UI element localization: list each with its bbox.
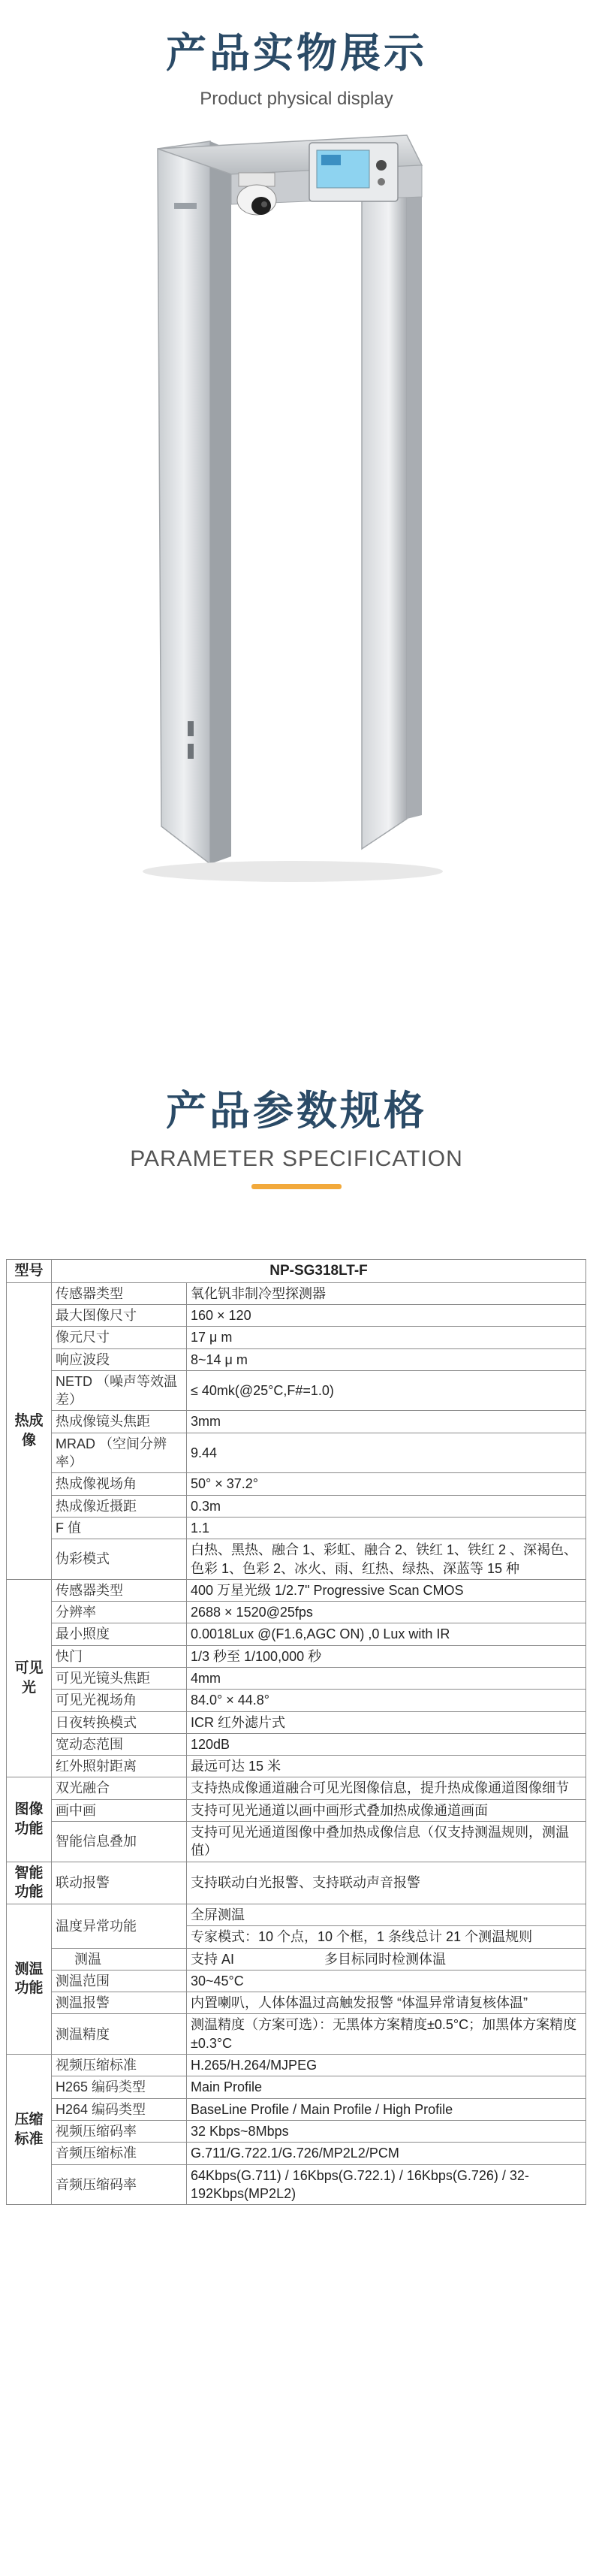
param-name: 音频压缩码率 [52,2164,187,2205]
section1-subtitle: Product physical display [200,89,393,109]
param-name: 宽动态范围 [52,1733,187,1755]
table-row [7,1711,586,1733]
param-name: 红外照射距离 [52,1756,187,1777]
section2-title: 产品参数规格 [166,1087,427,1134]
param-name: 快门 [52,1645,187,1667]
param-name: 日夜转换模式 [52,1711,187,1733]
param-name: 热成像视场角 [52,1473,187,1495]
table-row [7,1370,586,1411]
section2-subtitle: PARAMETER SPECIFICATION [130,1146,463,1171]
table-row [7,1948,586,1970]
table-row [7,1822,586,1862]
measure-ai: 支持 AI [191,1951,235,1967]
table-row [7,2164,586,2205]
param-name: 视频压缩码率 [52,2120,187,2142]
table-row [7,1733,586,1755]
param-value: 17 μ m [187,1327,586,1348]
group-temp-func: 测温功能 [7,1904,52,2054]
param-name: 可见光视场角 [52,1690,187,1711]
table-row [7,1756,586,1777]
param-name: 传感器类型 [52,1282,187,1304]
param-value: 支持热成像通道融合可见光图像信息，提升热成像通道图像细节 [187,1777,586,1799]
group-image-func: 图像功能 [7,1777,52,1862]
table-row [7,1970,586,1992]
param-name: 测温 [52,1948,187,1970]
param-value: H.265/H.264/MJPEG [187,2055,586,2076]
param-value: 400 万星光级 1/2.7" Progressive Scan CMOS [187,1579,586,1601]
param-value: 2688 × 1520@25fps [187,1602,586,1623]
param-value: 支持联动白光报警、支持联动声音报警 [187,1862,586,1904]
table-row [7,2098,586,2120]
param-name: 双光融合 [52,1777,187,1799]
param-value: 0.0018Lux @(F1.6,AGC ON) ,0 Lux with IR [187,1623,586,1645]
table-row [7,1992,586,2014]
param-value [187,1948,586,1970]
param-value: 支持可见光通道图像中叠加热成像信息（仅支持测温规则，测温值） [187,1822,586,1862]
accent-bar [251,1184,342,1189]
table-row [7,1602,586,1623]
param-value: 8~14 μ m [187,1348,586,1370]
group-smart-func: 智能功能 [7,1862,52,1904]
param-value: 120dB [187,1733,586,1755]
table-row [7,1260,586,1283]
param-value: Main Profile [187,2076,586,2098]
param-name: 测温报警 [52,1992,187,2014]
param-value: 64Kbps(G.711) / 16Kbps(G.722.1) / 16Kbps(G.726) / 32-192Kbps(MP2L2) [187,2164,586,2205]
table-row [7,1517,586,1539]
param-name: 智能信息叠加 [52,1822,187,1862]
param-value: 白热、黑热、融合 1、彩虹、融合 2、铁红 1、铁红 2 、深褐色、色彩 1、色彩 2、冰火、雨、红热、绿热、深蓝等 15 种 [187,1539,586,1580]
param-name: 视频压缩标准 [52,2055,187,2076]
param-name: H264 编码类型 [52,2098,187,2120]
param-name: 传感器类型 [52,1579,187,1601]
param-value: 全屏测温 [187,1904,586,1925]
param-value: 84.0° × 44.8° [187,1690,586,1711]
table-row [7,1473,586,1495]
param-name: NETD （噪声等效温差） [52,1370,187,1411]
table-row [7,2143,586,2164]
group-visible: 可见光 [7,1579,52,1777]
param-name: MRAD （空间分辨率） [52,1433,187,1473]
param-value: ICR 红外滤片式 [187,1711,586,1733]
param-value: 50° × 37.2° [187,1473,586,1495]
param-value: 专家模式：10 个点，10 个框，1 条线总计 21 个测温规则 [187,1926,586,1948]
table-row [7,2120,586,2142]
param-value: 0.3m [187,1495,586,1517]
table-row [7,1282,586,1304]
param-value: 1.1 [187,1517,586,1539]
param-name: 分辨率 [52,1602,187,1623]
param-name: 音频压缩标准 [52,2143,187,2164]
model-value: NP-SG318LT-F [52,1260,586,1283]
table-row [7,1645,586,1667]
param-value: 30~45°C [187,1970,586,1992]
param-value: 32 Kbps~8Mbps [187,2120,586,2142]
measure-multi: 多目标同时检测体温 [324,1951,447,1967]
param-name: 画中画 [52,1799,187,1821]
table-row [7,1667,586,1689]
table-row [7,1904,586,1925]
table-row [7,1348,586,1370]
param-value: 最远可达 15 米 [187,1756,586,1777]
param-name: 伪彩模式 [52,1539,187,1580]
table-row [7,1433,586,1473]
param-value: 3mm [187,1411,586,1433]
param-name: F 值 [52,1517,187,1539]
param-name: 联动报警 [52,1862,187,1904]
param-value: 内置喇叭，人体体温过高触发报警 “体温异常请复核体温” [187,1992,586,2014]
param-name: 测温范围 [52,1970,187,1992]
group-compress: 压缩标准 [7,2055,52,2205]
table-row [7,1411,586,1433]
param-name: H265 编码类型 [52,2076,187,2098]
table-row [7,1690,586,1711]
table-row [7,1579,586,1601]
table-row [7,1777,586,1799]
param-value: 1/3 秒至 1/100,000 秒 [187,1645,586,1667]
param-value: 测温精度（方案可选）：无黑体方案精度±0.5°C；加黑体方案精度±0.3°C [187,2014,586,2055]
param-value: 160 × 120 [187,1304,586,1326]
param-value: 4mm [187,1667,586,1689]
spec-table [6,1259,586,2205]
param-value: ≤ 40mk(@25°C,F#=1.0) [187,1370,586,1411]
param-name: 可见光镜头焦距 [52,1667,187,1689]
param-value: 支持可见光通道以画中画形式叠加热成像通道画面 [187,1799,586,1821]
table-row [7,1495,586,1517]
param-value: 氧化钒非制冷型探测器 [187,1282,586,1304]
param-value: G.711/G.722.1/G.726/MP2L2/PCM [187,2143,586,2164]
param-name: 最大图像尺寸 [52,1304,187,1326]
product-image [143,113,458,894]
table-row [7,1623,586,1645]
param-name: 温度异常功能 [52,1904,187,1948]
model-label: 型号 [7,1260,52,1283]
param-name: 最小照度 [52,1623,187,1645]
table-row [7,1862,586,1904]
param-name: 热成像镜头焦距 [52,1411,187,1433]
group-thermal: 热成像 [7,1282,52,1579]
table-row [7,1539,586,1580]
param-value: BaseLine Profile / Main Profile / High Profile [187,2098,586,2120]
table-row [7,2076,586,2098]
param-name: 响应波段 [52,1348,187,1370]
table-row [7,1304,586,1326]
param-value: 9.44 [187,1433,586,1473]
table-row [7,1327,586,1348]
param-name: 热成像近摄距 [52,1495,187,1517]
param-name: 测温精度 [52,2014,187,2055]
table-row [7,1799,586,1821]
param-name: 像元尺寸 [52,1327,187,1348]
table-row [7,2055,586,2076]
section1-title: 产品实物展示 [166,29,427,77]
